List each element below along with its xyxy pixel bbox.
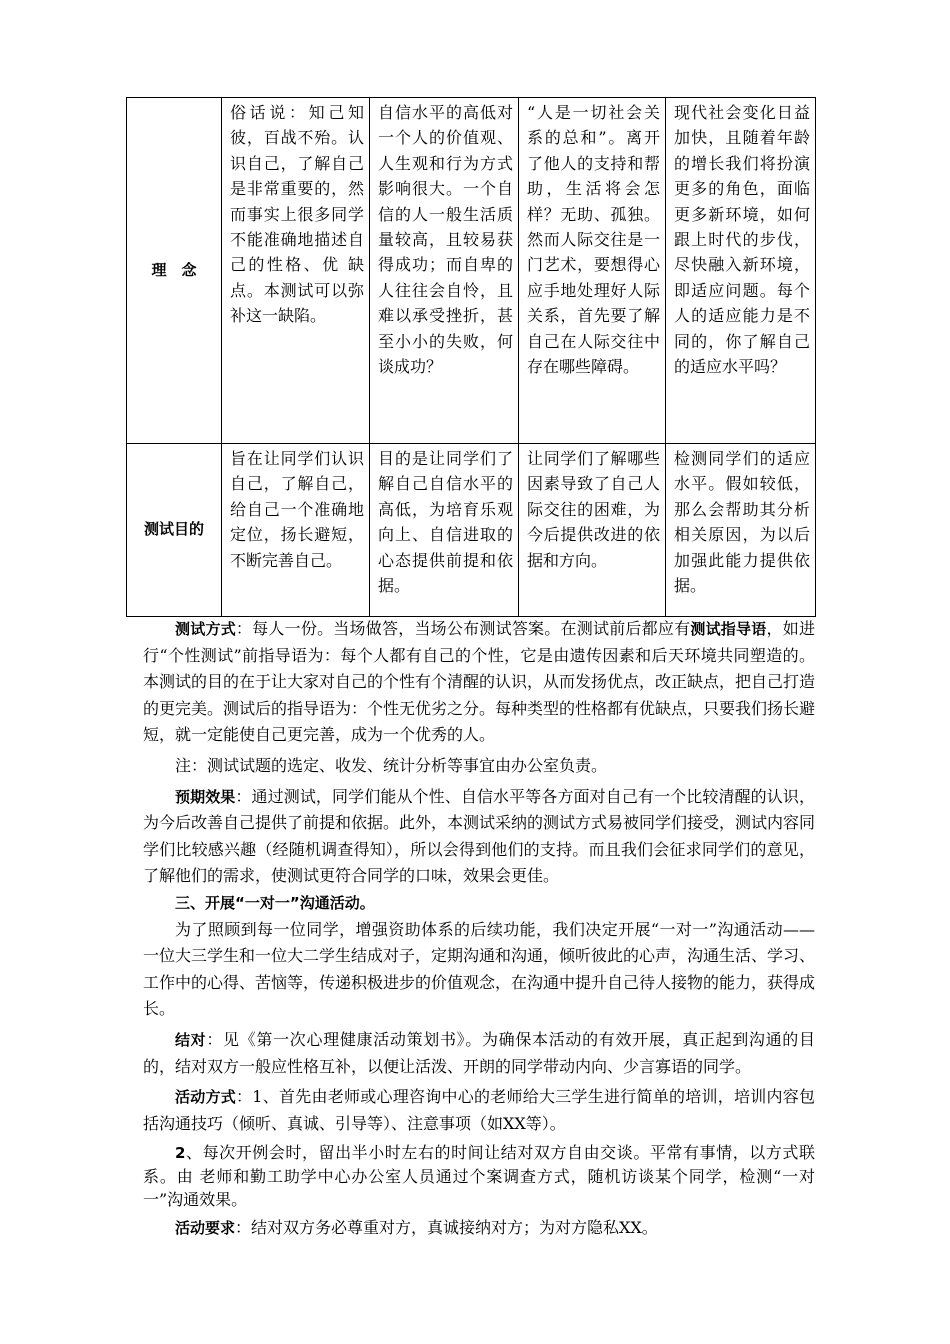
paragraph-text: ：1、首先由老师或心理咨询中心的老师给大三学生进行简单的培训，培训内容包括沟通技巧（倾听、真诚、引导等）、注意事项（如XX等）。 <box>143 1087 815 1133</box>
paragraph-activity-requirements <box>143 1215 815 1242</box>
row-header-purpose: 测试目的 <box>127 444 222 617</box>
table-cell: 检测同学们的适应水平。假如较低，那么会帮助其分析相关原因，为以后加强此能力提供依据。 <box>666 444 816 617</box>
paragraph-activity-method-2 <box>143 1141 815 1211</box>
label-test-method: 测试方式 <box>175 620 236 638</box>
paragraph-text: ：见《第一次心理健康活动策划书》。为确保本活动的有效开展，真正起到沟通的目的，结对双方一般应性格互补，以便让活泼、开朗的同学带动内向、少言寡语的同学。 <box>143 1029 815 1076</box>
paragraph-pairing <box>143 1027 815 1080</box>
paragraph-expected-effect <box>143 784 815 890</box>
table-cell: 现代社会变化日益加快，且随着年龄的增长我们将扮演更多的角色，面临更多新环境，如何跟上时代的步伐，尽快融入新环境，即适应问题。每个人的适应能力是不同的，你了解自己的适应水平吗？ <box>666 98 816 444</box>
paragraph-text: ：通过测试，同学们能从个性、自信水平等各方面对自己有一个比较清醒的认识，为今后改善自己提供了前提和依据。此外，本测试采纳的测试方式易被同学们接受，测试内容同学们比较感兴趣（经随机调查得知），所以会得到他们的支持。而且我们会征求同学们的意见，了解他们的需求，使测试更符合同学的口味，效果会更佳。 <box>143 786 816 886</box>
label-guidance: 测试指导语 <box>690 620 767 638</box>
label-step-2: 2 <box>175 1144 186 1163</box>
body-text <box>143 616 815 1242</box>
section-heading-text: 三、开展“一对一”沟通活动。 <box>175 893 375 912</box>
label-activity-requirements: 活动要求 <box>175 1219 236 1238</box>
table-cell: 目的是让同学们了解自己自信水平的高低，为培育乐观向上、自信进取的心态提供前提和依据。 <box>370 444 519 617</box>
paragraph-test-method <box>143 616 815 749</box>
label-activity-method: 活动方式 <box>175 1088 237 1107</box>
label-expected-effect: 预期效果 <box>175 787 236 806</box>
table-row-concept <box>127 98 816 444</box>
paragraph-text: ：结对双方务必尊重对方，真诚接纳对方；为对方隐私XX。 <box>235 1218 658 1238</box>
paragraph-one-to-one: 为了照顾到每一位同学，增强资助体系的后续功能，我们决定开展“一对一”沟通活动——一位大三学生和一位大二学生结成对子，定期沟通和沟通，倾听彼此的心声，沟通生活、学习、工作中的心得、苦恼等，传递积极进步的价值观念，在沟通中提升自己待人接物的能力，获得成长。 <box>143 919 816 1019</box>
table-cell: 俗话说：知己知彼，百战不殆。认识自己，了解自己是非常重要的，然而事实上很多同学不能准确地描述自己的性格、优 缺点。本测试可以弥补这一缺陷。 <box>222 98 370 444</box>
table-cell: “人是一切社会关系的总和”。离开了他人的支持和帮助，生活将会怎样？无助、孤独。然而人际交往是一门艺术，要想得心应手地处理好人际关系，首先要了解自己在人际交往中存在哪些障碍。 <box>519 98 666 444</box>
paragraph-text: 、每次开例会时，留出半小时左右的时间让结对双方自由交谈。平常有事情，以方式联系。由 老师和勤工助学中心办公室人员通过个案调查方式，随机访谈某个同学，检测“一对一”沟通效果。 <box>143 1143 815 1210</box>
label-pairing: 结对 <box>175 1030 207 1049</box>
paragraph-note: 注：测试试题的选定、收发、统计分析等事宜由办公室负责。 <box>175 755 608 775</box>
paragraph-text: ：每人一份。当场做答，当场公布测试答案。在测试前后都应有 <box>235 619 691 638</box>
section-heading <box>143 890 815 917</box>
table-cell: 旨在让同学们认识自己，了解自己，给自己一个准确地定位，扬长避短，不断完善自己。 <box>222 444 370 617</box>
paragraph-activity-method <box>143 1084 815 1137</box>
row-header-concept: 理 念 <box>127 98 222 444</box>
table-cell: 让同学们了解哪些因素导致了自己人际交往的困难，为今后提供改进的依据和方向。 <box>519 444 666 617</box>
table-row-purpose <box>127 444 816 617</box>
table-cell: 自信水平的高低对一个人的价值观、人生观和行为方式影响很大。一个自信的人一般生活质量较高，且较易获得成功；而自卑的人往往会自怜，且难以承受挫折，甚至小小的失败，何谈成功？ <box>370 98 519 444</box>
paragraph-text: ，如进行“个性测试”前指导语为：每个人都有自己的个性，它是由遗传因素和后天环境共同塑造的。本测试的目的在于让大家对自己的个性有个清醒的认识，从而发扬优点，改正缺点，把自己打造的更完美。测试后的指导语为：个性无优劣之分。每种类型的性格都有优缺点，只要我们扬长避短，就一定能使自己更完善，成为一个优秀的人。 <box>143 619 816 745</box>
test-table <box>126 97 816 617</box>
